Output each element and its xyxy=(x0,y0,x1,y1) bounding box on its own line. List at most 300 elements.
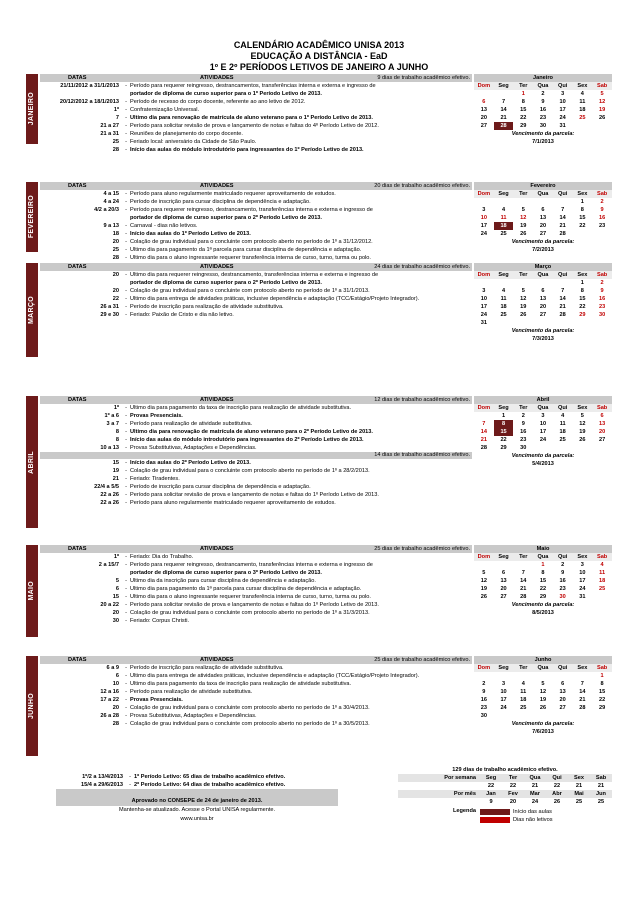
calendar-day: 28 xyxy=(494,122,514,130)
activity-row: 21 a 27 - Período para solicitar revisão de prova e lançamento de notas e faltas do 4º Período Letivo de 2012. xyxy=(40,122,472,130)
calendar-day xyxy=(533,712,553,720)
activity-row: 1º - Último dia para pagamento da taxa de inscrição para realização de atividade substitutiva. xyxy=(40,404,472,412)
activity-date: 25 xyxy=(112,246,119,253)
footer-period-2-dates: 15/4 a 29/6/2013 xyxy=(81,781,123,788)
activity-date: 2 a 15/7 xyxy=(98,561,119,568)
month-tab-2 xyxy=(26,263,38,357)
weekday-label: Sex xyxy=(573,553,593,561)
month-tab-1 xyxy=(26,182,38,252)
calendar-day: 29 xyxy=(520,122,527,129)
activity-row: 21 a 31 - Reuniões de planejamento do corpo docente. xyxy=(40,130,472,138)
calendar-day: 15 xyxy=(539,577,547,584)
activity-date: 18 xyxy=(112,230,119,237)
mini-calendar xyxy=(474,656,612,736)
calendar-day xyxy=(513,319,533,327)
activity-date: 3 a 7 xyxy=(106,420,119,427)
footer-period-1-dates: 1º/2 a 13/4/2013 xyxy=(82,773,123,780)
calendar-day: 27 xyxy=(500,593,507,600)
activity-row: 28 - Último dia para o aluno ingressante requerer transferência interna de curso, turno, turma ou polo. xyxy=(40,254,472,262)
por-mes-label: Por mês xyxy=(398,790,480,798)
activity-text: Período para solicitar revisão de prova e lançamento de notas e faltas do 1º Período Letivo de 2013. xyxy=(130,601,379,608)
calendar-day: 12 xyxy=(480,577,487,584)
legend xyxy=(398,808,612,824)
activity-text: Período para requerer reingresso, destrancamento, transferências interna e externa e ingresso de xyxy=(130,206,373,213)
activity-date: 22 a 26 xyxy=(100,491,119,498)
activity-text: Período de inscrição para cursar disciplina de dependência e adaptação. xyxy=(130,198,311,205)
calendar-week xyxy=(474,561,612,569)
calendar-day: 25 xyxy=(579,114,586,121)
month-tab-label: MAIO xyxy=(27,581,35,601)
datas-label: DATAS xyxy=(68,182,87,189)
activity-date: 15 xyxy=(112,459,119,466)
calendar-day: 9 xyxy=(482,688,486,695)
calendar-day: 10 xyxy=(559,98,566,105)
calendar-day xyxy=(553,198,573,206)
activity-text: Feriado: Corpus Christi. xyxy=(130,617,190,624)
datas-label: DATAS xyxy=(68,396,87,403)
calendar-day: 12 xyxy=(598,98,606,105)
activity-text: Feriado: Tiradentes. xyxy=(130,475,180,482)
calendar-day xyxy=(494,198,514,206)
weekday-label: Qua xyxy=(533,553,553,561)
activity-date: 20 a 22 xyxy=(100,601,119,608)
activity-text: portador de diploma de curso superior para o 3º Período Letivo de 2013. xyxy=(130,569,322,576)
vencimento-date: 7/3/2013 xyxy=(532,336,554,342)
calendar-day: 16 xyxy=(520,428,527,435)
weekday-label: Sab xyxy=(592,190,612,198)
activity-row: 6 - Último dia para pagamento da 1ª parcela para cursar disciplina de dependência e adaptação. xyxy=(40,585,472,593)
activity-text: Colação de grau individual para o concluinte com protocolo aberto no período de 1º a 30/5/2013. xyxy=(130,720,370,727)
vencimento-date: 5/4/2013 xyxy=(532,461,554,467)
weekday-label: Qui xyxy=(553,190,573,198)
calendar-day: 7 xyxy=(521,569,525,576)
calendar-week xyxy=(474,295,612,303)
activity-date: 22 xyxy=(112,295,119,302)
calendar-day xyxy=(494,319,514,327)
weekday-label: Dom xyxy=(474,664,494,672)
calendar-day: 22 xyxy=(579,303,586,310)
activity-date: 8 xyxy=(115,436,119,443)
calendar-day: 19 xyxy=(520,303,527,310)
weekday-label: Seg xyxy=(494,664,514,672)
calendar-day: 27 xyxy=(539,311,547,318)
calendar-week xyxy=(474,279,612,287)
calendar-week xyxy=(474,444,612,452)
mini-calendar-title: Abril xyxy=(474,396,612,404)
atividades-label: ATIVIDADES xyxy=(200,396,234,403)
calendar-day: 21 xyxy=(559,222,566,229)
weekday-label: Qua xyxy=(533,271,553,279)
calendar-day: 23 xyxy=(480,704,487,711)
activity-row: 28 - Colação de grau individual para o concluinte com protocolo aberto no período de 1º a 30/5/2013. xyxy=(40,720,472,728)
weekday-label: Qui xyxy=(553,553,573,561)
calendar-day xyxy=(494,712,514,720)
calendar-day: 11 xyxy=(559,420,566,427)
activity-text: Colação de grau individual para o concluinte com protocolo aberto no período de 1º a 30/4/2013. xyxy=(130,704,370,711)
activity-text: portador de diploma de curso superior para o 1º Período Letivo de 2013. xyxy=(130,90,322,97)
calendar-day: 8 xyxy=(580,287,584,294)
mini-calendar xyxy=(474,396,612,468)
calendar-day xyxy=(592,444,612,452)
activity-row: 18 - Início das aulas do 1º Período Letivo de 2013. xyxy=(40,230,472,238)
activity-text: Último dia para renovação de matrícula de aluno veterano para o 1º Período Letivo de 2013. xyxy=(130,114,373,121)
calendar-day: 7 xyxy=(501,98,506,105)
activity-row: 3 a 7 - Período para realização de atividade substitutiva. xyxy=(40,420,472,428)
activity-text: Provas Presenciais. xyxy=(130,696,183,703)
activity-text: Último dia para pagamento da 1ª parcela para cursar disciplina de dependência e adaptação. xyxy=(130,585,362,592)
calendar-day: 28 xyxy=(559,311,566,318)
weekday-label: Dom xyxy=(474,82,494,90)
calendar-day: 13 xyxy=(559,688,566,695)
calendar-day: 1 xyxy=(600,672,604,679)
calendar-day: 18 xyxy=(520,696,527,703)
activity-row: 20 - Colação de grau individual para o concluinte com protocolo aberto no período de 1º a 31/1/2013. xyxy=(40,287,472,295)
datas-label: DATAS xyxy=(68,74,87,81)
mini-calendar xyxy=(474,74,612,146)
calendar-day: 6 xyxy=(561,680,565,687)
calendar-day: 5 xyxy=(541,680,545,687)
calendar-day: 25 xyxy=(559,436,566,443)
calendar-day: 10 xyxy=(579,569,586,576)
activity-date: 20 xyxy=(112,704,119,711)
calendar-day: 22 xyxy=(500,436,507,443)
calendar-day: 16 xyxy=(539,106,547,113)
calendar-day xyxy=(494,90,514,98)
calendar-day xyxy=(553,444,573,452)
calendar-day: 23 xyxy=(559,585,566,592)
activity-date: 25 xyxy=(112,138,119,145)
calendar-day: 14 xyxy=(480,428,487,435)
activity-date: 22 a 26 xyxy=(100,499,119,506)
activity-text: Período de recesso do corpo docente, referente ao ano letivo de 2012. xyxy=(130,98,306,105)
activity-date: 21 a 27 xyxy=(100,122,119,129)
activity-text: Confraternização Universal. xyxy=(130,106,200,113)
vencimento-date: 7/1/2013 xyxy=(532,139,554,145)
calendar-day: 17 xyxy=(579,577,586,584)
calendar-day: 30 xyxy=(520,444,527,451)
activity-text: Colação de grau individual para o concluinte com protocolo aberto no período de 1º a 31/1/2013. xyxy=(130,287,370,294)
activity-row: 22 - Último dia para entrega de atividades práticas, inclusive dependência e adaptação (TCC/Estágio/Projeto Integrador). xyxy=(40,295,472,303)
calendar-week xyxy=(474,577,612,585)
mini-calendar-title: Fevereiro xyxy=(474,182,612,190)
atividades-label: ATIVIDADES xyxy=(200,182,234,189)
calendar-day: 23 xyxy=(598,222,606,229)
calendar-day: 20 xyxy=(559,696,566,703)
calendar-day xyxy=(573,122,593,130)
calendar-day: 24 xyxy=(480,230,487,237)
calendar-day xyxy=(494,279,514,287)
calendar-day xyxy=(494,672,514,680)
calendar-day: 25 xyxy=(500,230,507,237)
calendar-week xyxy=(474,436,612,444)
calendar-day: 17 xyxy=(480,303,487,310)
activity-date: 7 xyxy=(115,114,119,121)
calendar-day: 21 xyxy=(559,303,566,310)
calendar-day: 25 xyxy=(500,311,507,318)
calendar-day: 8 xyxy=(580,206,584,213)
activity-text: Período de inscrição para cursar disciplina de dependência e adaptação. xyxy=(130,483,311,490)
calendar-day xyxy=(592,122,612,130)
month-tab-label: ABRIL xyxy=(27,450,35,474)
activity-row: 20 - Colação de grau individual para o concluinte com protocolo aberto no período de 1º a 31/3/2013. xyxy=(40,609,472,617)
calendar-day: 12 xyxy=(520,295,527,302)
calendar-day: 10 xyxy=(500,688,507,695)
activity-date: 20 xyxy=(112,287,119,294)
activities-header xyxy=(40,545,472,553)
calendar-day: 26 xyxy=(520,311,527,318)
calendar-week xyxy=(474,106,612,114)
mini-calendar-title: Janeiro xyxy=(474,74,612,82)
calendar-day: 24 xyxy=(579,585,586,592)
calendar-day: 15 xyxy=(579,214,586,221)
weekday-label: Dom xyxy=(474,404,494,412)
weekday-label: Qui xyxy=(553,404,573,412)
calendar-day: 23 xyxy=(539,114,547,121)
weekday-label: Qua xyxy=(533,664,553,672)
activity-date: 1º xyxy=(113,106,119,113)
calendar-day: 26 xyxy=(480,593,487,600)
weekday-label: Sex xyxy=(573,190,593,198)
weekday-label: Sex xyxy=(573,664,593,672)
weekday-label: Sab xyxy=(592,82,612,90)
calendar-day: 27 xyxy=(539,230,547,237)
footer-site-link[interactable]: www.unisa.br xyxy=(180,816,214,822)
calendar-day: 8 xyxy=(521,98,525,105)
calendar-day xyxy=(533,672,553,680)
calendar-day: 16 xyxy=(598,214,606,221)
activity-text: Início das aulas do 2º Período Letivo de 2013. xyxy=(130,459,251,466)
activity-text: Período para solicitar revisão de prova e lançamento de notas e faltas do 1º Período Letivo de 2013. xyxy=(130,491,379,498)
activity-row: 22 a 26 - Período para aluno regularmente matriculado requerer aproveitamento de estudos. xyxy=(40,499,472,507)
activity-row: 30 - Feriado: Corpus Christi. xyxy=(40,617,472,625)
calendar-day: 30 xyxy=(559,593,566,600)
activity-text: Último dia para requerer reingresso, destrancamento, transferências interna e externa e ingresso de xyxy=(130,271,379,278)
calendar-day: 3 xyxy=(580,561,584,568)
dias-letivos: 20 dias de trabalho acadêmico efetivo. xyxy=(374,182,470,189)
calendar-day xyxy=(553,319,573,327)
calendar-day: 16 xyxy=(598,295,606,302)
activity-row: 29 e 30 - Feriado: Paixão de Cristo e dia não letivo. xyxy=(40,311,472,319)
activity-text: Período para solicitar revisão de prova e lançamento de notas e faltas do 4º Período Letivo de 2012. xyxy=(130,122,379,129)
header-line2: EDUCAÇÃO A DISTÂNCIA - EaD xyxy=(250,51,388,61)
activities-panel xyxy=(40,263,472,319)
calendar-week xyxy=(474,672,612,680)
calendar-week xyxy=(474,311,612,319)
activity-date: 20 xyxy=(112,271,119,278)
datas-label: DATAS xyxy=(68,656,87,663)
activity-row: 22 a 26 - Período para solicitar revisão de prova e lançamento de notas e faltas do 1º Período Letivo de 2013. xyxy=(40,491,472,499)
calendar-week xyxy=(474,696,612,704)
calendar-day xyxy=(513,279,533,287)
calendar-day: 8 xyxy=(541,569,545,576)
activity-date: 12 a 16 xyxy=(100,688,119,695)
calendar-grid xyxy=(474,553,612,601)
activity-date: 28 xyxy=(112,146,119,153)
activity-row: 8 - Início das aulas do módulo introdutório para ingressantes do 2º Período Letivo de 2013. xyxy=(40,436,472,444)
calendar-day xyxy=(513,561,533,569)
weekday-label: Ter xyxy=(513,82,533,90)
activity-row: 6 - Último dia para entrega de atividades práticas, inclusive dependência e adaptação (TCC/Estágio/Projeto Integrador). xyxy=(40,672,472,680)
calendar-day xyxy=(592,593,612,601)
mini-calendar xyxy=(474,182,612,254)
activity-row xyxy=(40,569,472,577)
calendar-week xyxy=(474,98,612,106)
weekday-label: Sab xyxy=(592,271,612,279)
activity-row: 21 - Feriado: Tiradentes. xyxy=(40,475,472,483)
calendar-day: 11 xyxy=(520,688,527,695)
weekday-label: Sab xyxy=(592,404,612,412)
calendar-day: 13 xyxy=(598,420,606,427)
activity-row: 4 a 15 - Período para aluno regularmente matriculado requerer aproveitamento de estudos. xyxy=(40,190,472,198)
weekday-row xyxy=(474,404,612,412)
activity-text: Início das aulas do módulo introdutório para ingressantes do 2º Período Letivo de 2013. xyxy=(130,436,364,443)
weekday-label: Qua xyxy=(533,82,553,90)
footer-period-1-text: 1º Período Letivo: 65 dias de trabalho acadêmico efetivo. xyxy=(134,773,286,780)
weekday-label: Ter xyxy=(513,553,533,561)
calendar-week xyxy=(474,122,612,130)
calendar-day: 20 xyxy=(598,428,606,435)
activity-date: 4/2 a 20/3 xyxy=(94,206,119,213)
footer-total: 129 dias de trabalho acadêmico efetivo. xyxy=(452,767,558,773)
activity-row: 20 - Colação de grau individual para o concluinte com protocolo aberto no período de 1º a 31/12/2012. xyxy=(40,238,472,246)
calendar-day: 9 xyxy=(561,569,565,576)
activity-text: Carnaval - dias não letivos. xyxy=(130,222,198,229)
calendar-day xyxy=(573,444,593,452)
activity-date: 6 xyxy=(115,672,119,679)
atividades-label: ATIVIDADES xyxy=(200,656,234,663)
calendar-week xyxy=(474,114,612,122)
calendar-day: 13 xyxy=(539,295,547,302)
activity-text: Reuniões de planejamento do corpo docente. xyxy=(130,130,243,137)
calendar-day: 6 xyxy=(541,287,545,294)
calendar-day: 4 xyxy=(600,561,604,568)
calendar-day: 13 xyxy=(480,106,487,113)
calendar-day xyxy=(553,672,573,680)
activities-header xyxy=(40,396,472,404)
weekday-label: Sex xyxy=(573,82,593,90)
footer-left xyxy=(56,773,338,824)
calendar-day: 9 xyxy=(521,420,525,427)
weekday-label: Qui xyxy=(553,271,573,279)
calendar-day: 11 xyxy=(579,98,586,105)
activity-date: 26 a 31 xyxy=(100,303,119,310)
activity-text: Último dia para o aluno ingressante requerer transferência interna de curso, turno, turma ou polo. xyxy=(130,254,371,261)
calendar-week xyxy=(474,287,612,295)
activity-date: 4 a 15 xyxy=(103,190,119,197)
calendar-day: 1 xyxy=(580,279,584,286)
calendar-day: 7 xyxy=(561,287,565,294)
calendar-week xyxy=(474,593,612,601)
activity-text: Último dia para pagamento da taxa de inscrição para realização de atividade substitutiva. xyxy=(130,404,352,411)
calendar-day: 17 xyxy=(480,222,487,229)
activity-text: Feriado: Dia do Trabalho. xyxy=(130,553,194,560)
calendar-day xyxy=(573,230,593,238)
activity-text: Último dia para entrega de atividades práticas, inclusive dependência e adaptação (TCC/Estágio/Projeto Integrador). xyxy=(130,672,420,679)
calendar-day: 22 xyxy=(539,585,547,592)
calendar-day: 22 xyxy=(598,696,606,703)
calendar-day xyxy=(474,90,494,98)
activity-text: Início das aulas do 1º Período Letivo de 2013. xyxy=(130,230,251,237)
activity-row: 5 - Último dia da inscrição para cursar disciplina de dependência e adaptação. xyxy=(40,577,472,585)
calendar-day: 25 xyxy=(520,704,527,711)
calendar-week xyxy=(474,230,612,238)
activities-panel xyxy=(40,545,472,625)
vencimento-label: Vencimento da parcela: xyxy=(511,602,575,608)
weekday-label: Ter xyxy=(513,664,533,672)
calendar-day: 29 xyxy=(579,311,586,318)
dias-letivos: 25 dias de trabalho acadêmico efetivo. xyxy=(374,656,470,663)
calendar-day: 21 xyxy=(520,585,527,592)
calendar-day: 5 xyxy=(482,569,486,576)
calendar-day: 17 xyxy=(500,696,507,703)
activities-panel xyxy=(40,396,472,507)
calendar-day: 30 xyxy=(598,311,606,318)
activity-date: 9 a 13 xyxy=(103,222,119,229)
mini-calendar-title: Maio xyxy=(474,545,612,553)
activity-row: 4/2 a 20/3 - Período para requerer reingresso, destrancamento, transferências interna e externa e ingresso de xyxy=(40,206,472,214)
legend-aulas-swatch xyxy=(480,809,510,815)
calendar-day xyxy=(474,198,494,206)
calendar-day: 14 xyxy=(559,214,566,221)
month-tab-label: JUNHO xyxy=(27,692,35,719)
calendar-day: 1 xyxy=(580,198,584,205)
calendar-week xyxy=(474,303,612,311)
header-line1: CALENDÁRIO ACADÊMICO UNISA 2013 xyxy=(233,40,405,50)
calendar-day: 11 xyxy=(500,214,507,221)
calendar-day: 3 xyxy=(561,90,565,97)
weekday-label: Dom xyxy=(474,190,494,198)
weekday-row xyxy=(474,271,612,279)
calendar-day: 18 xyxy=(598,577,606,584)
calendar-day: 6 xyxy=(482,98,486,105)
calendar-day: 11 xyxy=(500,295,507,302)
calendar-day: 13 xyxy=(500,577,507,584)
atividades-label: ATIVIDADES xyxy=(200,545,234,552)
calendar-day: 9 xyxy=(600,206,604,213)
calendar-day: 27 xyxy=(480,122,487,129)
calendar-day: 17 xyxy=(539,428,547,435)
activity-text: Feriado: Paixão de Cristo e dia não letivo. xyxy=(130,311,234,318)
activity-row: 1º - Feriado: Dia do Trabalho. xyxy=(40,553,472,561)
calendar-week xyxy=(474,712,612,720)
activity-row: 25 - Último dia para pagamento da 1ª parcela para cursar disciplina de dependência e adaptação. xyxy=(40,246,472,254)
activity-row: 26 a 31 - Período de inscrição para realização de atividade substitutiva. xyxy=(40,303,472,311)
calendar-day: 12 xyxy=(539,688,547,695)
activity-row: 28 - Início das aulas do módulo introdutório para ingressantes do 1º Período Letivo de 2013. xyxy=(40,146,472,154)
activity-date: 6 a 9 xyxy=(106,664,119,671)
calendar-day: 29 xyxy=(500,444,507,451)
calendar-day xyxy=(592,712,612,720)
activity-date: 28 xyxy=(112,254,119,261)
calendar-day: 20 xyxy=(480,114,487,121)
calendar-week xyxy=(474,420,612,428)
calendar-day xyxy=(513,712,533,720)
activities-panel xyxy=(40,182,472,262)
weekday-label: Seg xyxy=(494,82,514,90)
calendar-day xyxy=(573,672,593,680)
month-tab-label: FEVEREIRO xyxy=(27,195,35,239)
activity-date: 21/11/2012 a 31/1/2013 xyxy=(60,82,119,89)
vencimento-date: 8/5/2013 xyxy=(532,610,554,616)
calendar-day: 7 xyxy=(482,420,486,427)
calendar-day xyxy=(513,672,533,680)
calendar-day: 17 xyxy=(559,106,566,113)
activity-text: Feriado local: aniversário da Cidade de São Paulo. xyxy=(130,138,257,145)
calendar-day: 18 xyxy=(579,106,586,113)
calendar-day: 26 xyxy=(579,436,586,443)
month-tab-4 xyxy=(26,545,38,637)
calendar-day: 15 xyxy=(598,688,606,695)
